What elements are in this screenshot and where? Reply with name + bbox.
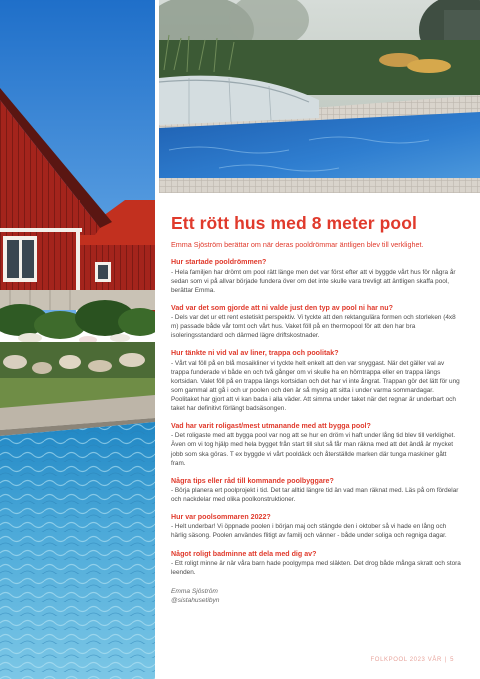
answer: - Ett roligt minne är när våra barn hade poolgympa med släkten. Det drog både många skratt och stora leenden. <box>171 559 461 576</box>
page-footer <box>371 657 454 663</box>
qa-block <box>171 550 461 577</box>
answer: - Börja planera ert poolprojekt i tid. Det tar alltid längre tid än vad man räknat med. Läs på om fördelar och nackdelar med olika poolkonstruktioner. <box>171 486 459 504</box>
article <box>171 213 461 605</box>
qa-block <box>171 477 461 504</box>
question: Vad var det som gjorde att ni valde just den typ av pool ni har nu? <box>171 303 393 312</box>
qa-block <box>171 422 461 468</box>
answer: - Helt underbar! Vi öppnade poolen i början maj och stängde den i oktober så vi hade en lång och härlig säsong. Poolen användes flitigt av familj och vänner - både under soliga och regniga dagar. <box>171 523 447 540</box>
signature-name: Emma Sjöström <box>171 587 218 595</box>
qa-block <box>171 349 461 413</box>
question: Hur var poolsommaren 2022? <box>171 513 271 522</box>
answer: - Det roligaste med att bygga pool var nog att se hur en dröm vi haft under lång tid blev till verklighet. Även om vi tog hjälp med hela bygget från start till slut så får man räkna med att det ändå är mycket jobb som ska göras. T ex byggde vi vårt pooldäck och återställde marken där tunga maskiner gått fram. <box>171 432 456 467</box>
signature-handle: @sistahusetibyn <box>171 597 220 605</box>
article-lead: Emma Sjöström berättar om när deras pooldrömmar äntligen blev till verklighet. <box>171 240 424 249</box>
question: Hur startade pooldrömmen? <box>171 258 267 267</box>
red-house-pool-photo <box>0 0 155 679</box>
footer-text: FOLKPOOL 2023 VÅR <box>370 657 442 663</box>
footer-separator: | <box>444 657 448 663</box>
answer: - Hela familjen har drömt om pool rätt länge men det var först efter att vi byggde vårt hus för några år sedan som vi på allvar började fundera över om det inte skulle vara trevligt att äntligen skaffa pool, berättar Emma. <box>171 268 456 294</box>
question: Vad har varit roligast/mest utmanande med att bygga pool? <box>171 422 371 431</box>
question: Något roligt badminne att dela med dig av? <box>171 549 317 558</box>
qa-block <box>171 513 461 540</box>
question: Några tips eller råd till kommande poolbyggare? <box>171 476 334 485</box>
qa-block <box>171 258 461 294</box>
article-title: Ett rött hus med 8 meter pool <box>171 213 417 233</box>
answer: - Vårt val föll på en blå mosaikliner vi tyckte helt enkelt att den var snyggast. När det gäller val av trappa funderade vi både en och två gånger om vi skulle ha en hörntrappa eller en trappa längs kortsidan. Valet föll på en trappa längs kortsidan och det har vi inte ångrat. Trappan gör det lätt för ung som gammal att gå i och ur poolen och den är så mysig att sitta i under varma sommardagar. Poolitaket har gjort att vi kan bada i alla väder. Att simma under taket när det regnar är underbart och taket har definitivt förlängt badsäsongen. <box>171 359 460 413</box>
signature <box>171 587 461 605</box>
covered-pool-photo <box>159 0 480 193</box>
qa-block <box>171 304 461 340</box>
answer: - Dels var det ur ett rent estetiskt perspektiv. Vi tyckte att den rektangulära formen och storleken (4x8 m) passade både vår tomt och vårt hus. Vaket föll på en thermopool för att den har bra isoleringsstandard och därmed lägre driftskostnader. <box>171 314 456 340</box>
page-number: 5 <box>450 657 454 663</box>
question: Hur tänkte ni vid val av liner, trappa och poolitak? <box>171 349 339 358</box>
